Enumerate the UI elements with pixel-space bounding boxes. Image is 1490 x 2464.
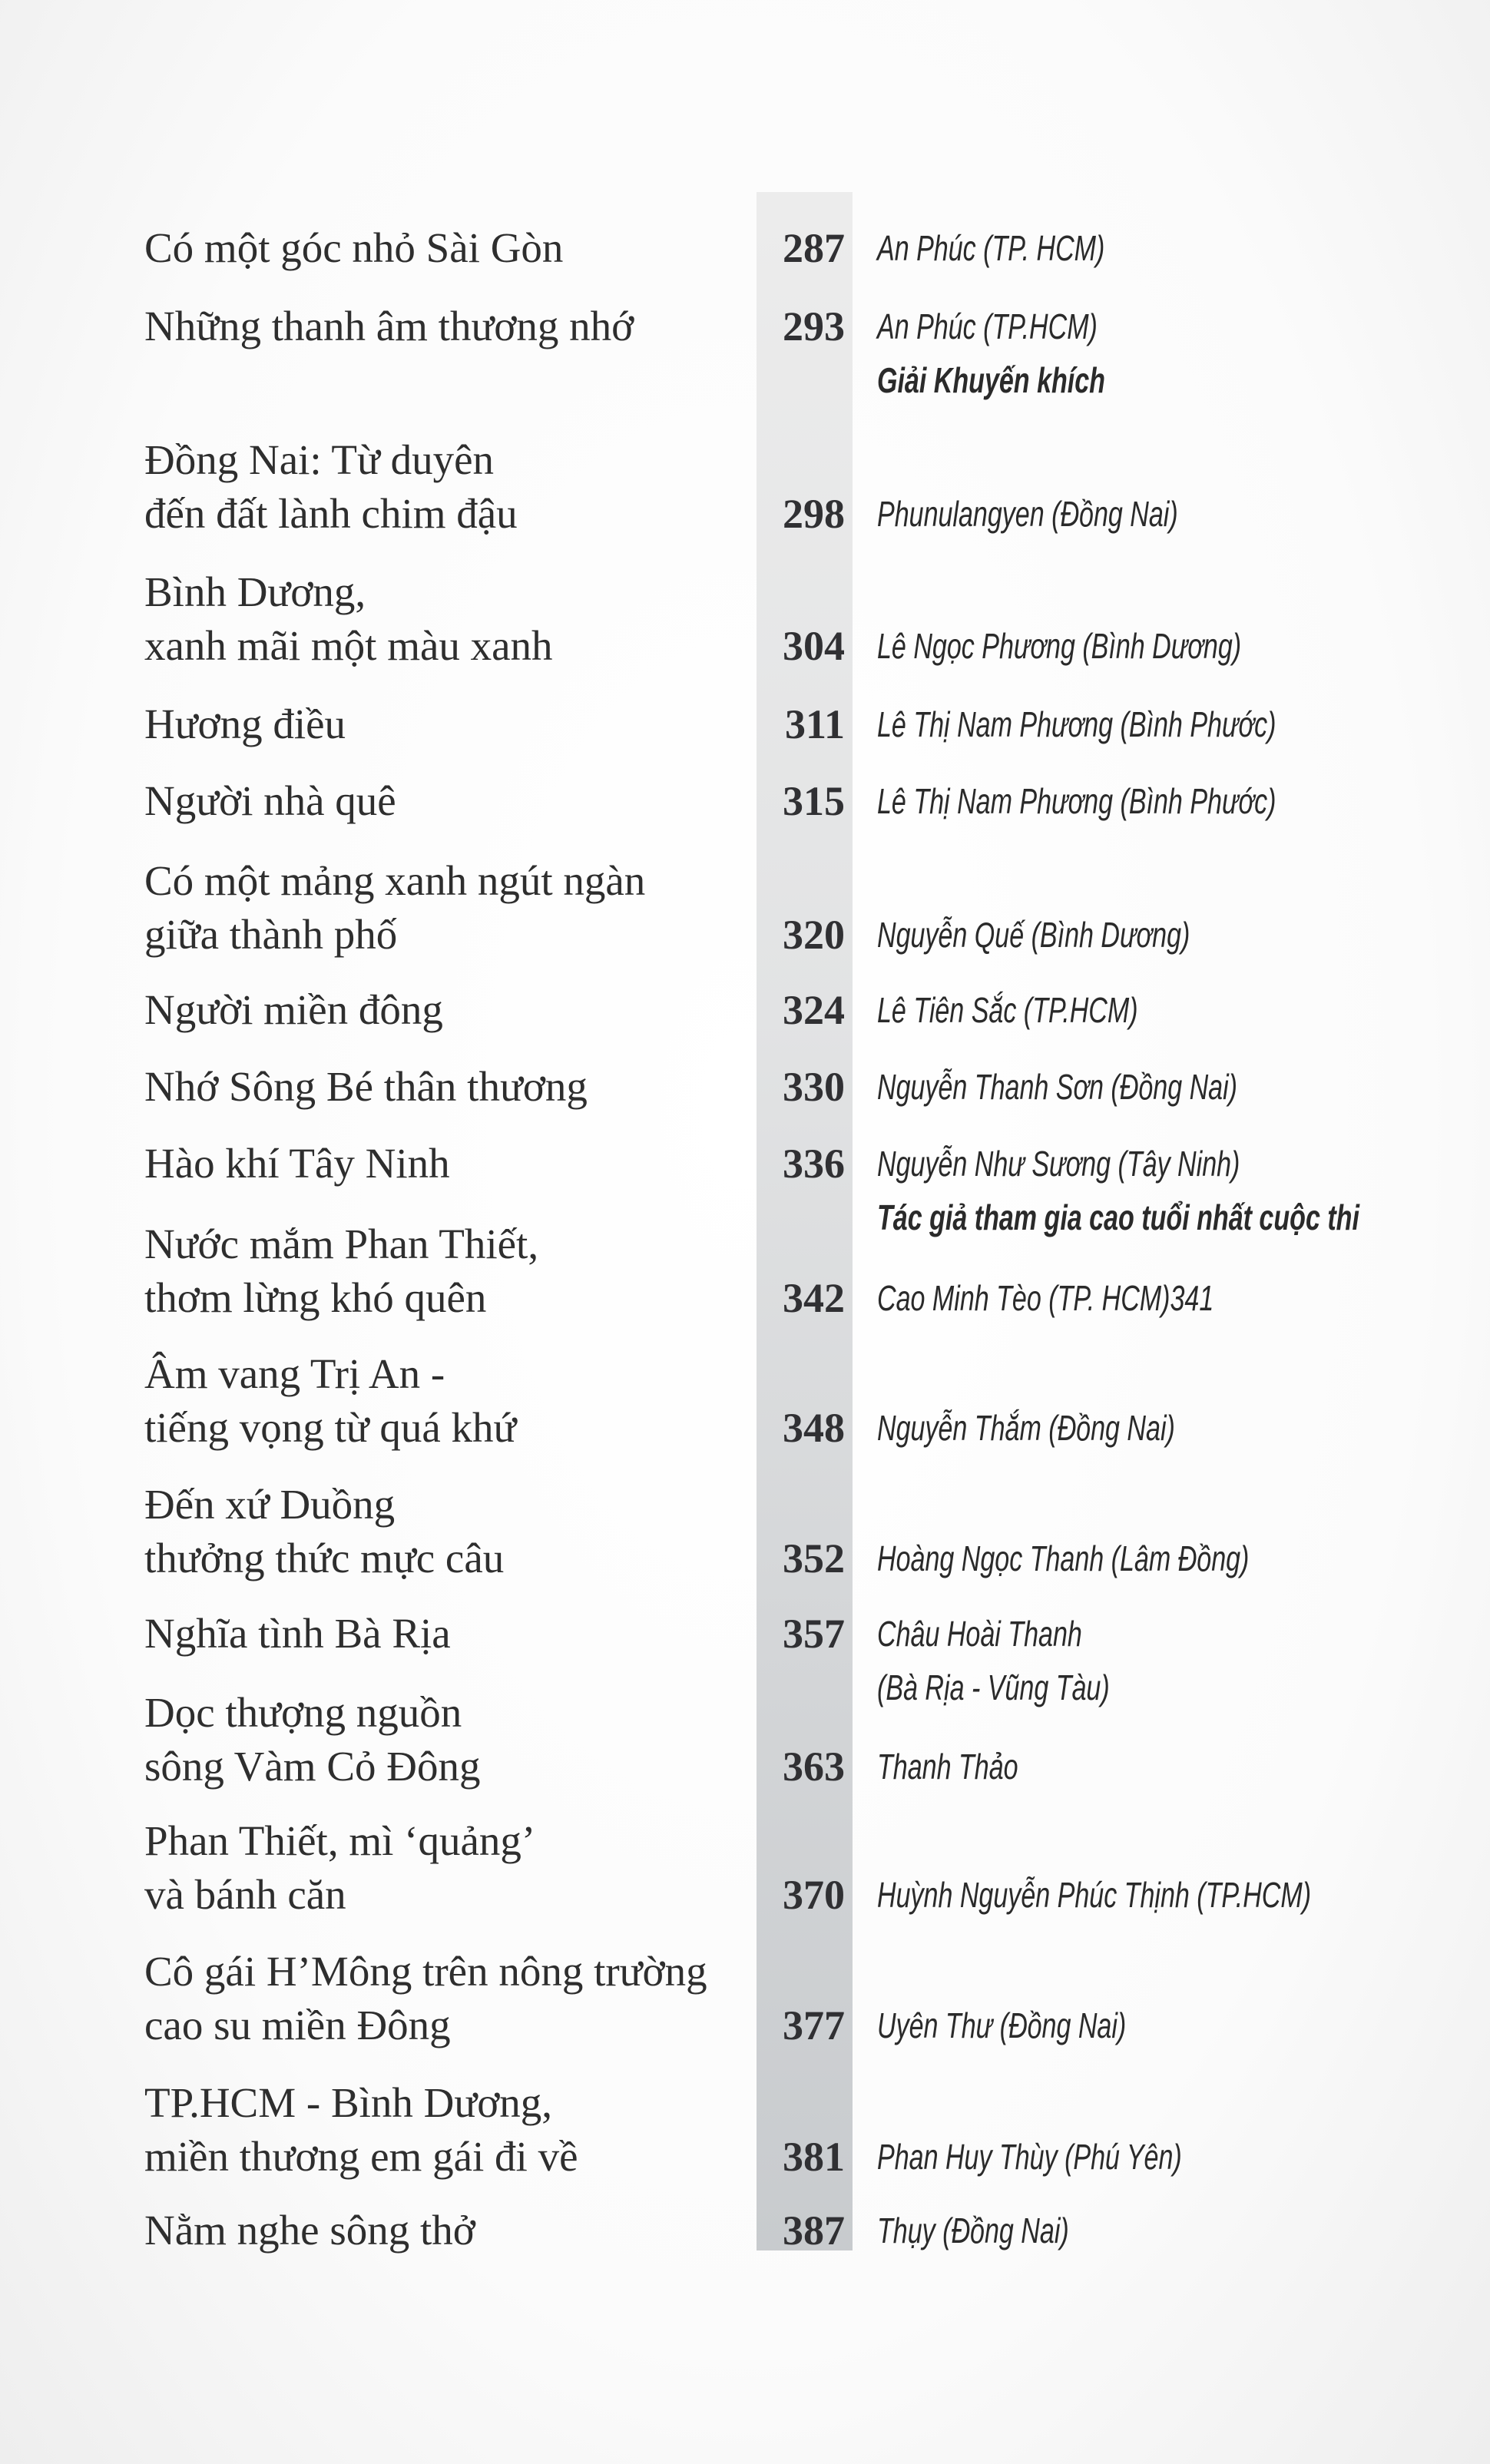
entry-page-number: 324 bbox=[783, 987, 845, 1033]
entry-page-number: 387 bbox=[783, 2207, 845, 2254]
entry-title: Người nhà quê bbox=[144, 777, 396, 824]
entry-author: An Phúc (TP. HCM) bbox=[877, 228, 1105, 268]
entry-title: Nghĩa tình Bà Rịa bbox=[144, 1610, 451, 1657]
entry-page-number: 287 bbox=[783, 225, 845, 271]
entry-page-number: 348 bbox=[783, 1405, 845, 1451]
entry-page-number: 330 bbox=[783, 1064, 845, 1110]
entry-title: Bình Dương, bbox=[144, 568, 366, 615]
entry-title: Nhớ Sông Bé thân thương bbox=[144, 1063, 588, 1110]
entry-author: Châu Hoài Thanh bbox=[877, 1614, 1082, 1654]
entry-title: và bánh căn bbox=[144, 1871, 346, 1918]
entry-page-number: 357 bbox=[783, 1611, 845, 1657]
entry-title: thơm lừng khó quên bbox=[144, 1274, 487, 1321]
entry-award-note: Tác giả tham gia cao tuổi nhất cuộc thi bbox=[877, 1197, 1359, 1237]
entry-page-number: 363 bbox=[783, 1744, 845, 1790]
entry-title: đến đất lành chim đậu bbox=[144, 490, 518, 537]
entry-author: Lê Ngọc Phương (Bình Dương) bbox=[877, 626, 1242, 666]
entry-title: giữa thành phố bbox=[144, 911, 398, 958]
entry-author: Hoàng Ngọc Thanh (Lâm Đồng) bbox=[877, 1538, 1250, 1578]
entry-page-number: 377 bbox=[783, 2002, 845, 2048]
entry-title: sông Vàm Cỏ Đông bbox=[144, 1743, 481, 1790]
entry-title: TP.HCM - Bình Dương, bbox=[144, 2079, 553, 2126]
entry-author: (Bà Rịa - Vũng Tàu) bbox=[877, 1668, 1110, 1707]
entry-title: xanh mãi một màu xanh bbox=[144, 622, 553, 669]
entry-title: Đồng Nai: Từ duyên bbox=[144, 436, 494, 483]
entry-title: Cô gái H’Mông trên nông trường bbox=[144, 1948, 707, 1995]
entry-author: Phan Huy Thùy (Phú Yên) bbox=[877, 2137, 1182, 2177]
entry-author: Nguyễn Thanh Sơn (Đồng Nai) bbox=[877, 1067, 1238, 1107]
entry-author: Nguyễn Như Sương (Tây Ninh) bbox=[877, 1144, 1240, 1184]
entry-title: Có một mảng xanh ngút ngàn bbox=[144, 857, 646, 904]
entry-title: Đến xứ Duồng bbox=[144, 1481, 396, 1528]
entry-page-number: 293 bbox=[783, 303, 845, 349]
entry-title: Âm vang Trị An - bbox=[144, 1350, 445, 1397]
entry-page-number: 320 bbox=[783, 912, 845, 958]
entry-title: Nước mắm Phan Thiết, bbox=[144, 1220, 539, 1267]
entry-page-number: 381 bbox=[783, 2134, 845, 2180]
entry-author: Huỳnh Nguyễn Phúc Thịnh (TP.HCM) bbox=[877, 1875, 1312, 1915]
entry-author: Nguyễn Quế (Bình Dương) bbox=[877, 915, 1190, 955]
entry-author: Phunulangyen (Đồng Nai) bbox=[877, 494, 1178, 534]
entry-title: cao su miền Đông bbox=[144, 2002, 451, 2048]
entry-title: miền thương em gái đi về bbox=[144, 2133, 578, 2180]
entry-author: Uyên Thư (Đồng Nai) bbox=[877, 2005, 1127, 2045]
entry-title: thưởng thức mực câu bbox=[144, 1535, 505, 1581]
entry-page-number: 315 bbox=[783, 778, 845, 824]
entry-title: Những thanh âm thương nhớ bbox=[144, 303, 634, 349]
entry-page-number: 342 bbox=[783, 1275, 845, 1321]
entry-page-number: 298 bbox=[783, 491, 845, 537]
entry-title: Hương điều bbox=[144, 700, 346, 747]
entry-title: Người miền đông bbox=[144, 986, 443, 1033]
entry-title: Có một góc nhỏ Sài Gòn bbox=[144, 224, 564, 271]
entry-author: Thụy (Đồng Nai) bbox=[877, 2211, 1069, 2250]
entry-author: Lê Thị Nam Phương (Bình Phước) bbox=[877, 704, 1276, 744]
entry-award-note: Giải Khuyến khích bbox=[877, 360, 1105, 400]
entry-title: Phan Thiết, mì ‘quảng’ bbox=[144, 1817, 536, 1864]
entry-page-number: 336 bbox=[783, 1141, 845, 1187]
entry-title: Dọc thượng nguồn bbox=[144, 1689, 462, 1736]
entry-page-number: 311 bbox=[784, 701, 845, 747]
entry-page-number: 370 bbox=[783, 1872, 845, 1918]
entry-title: Hào khí Tây Ninh bbox=[144, 1140, 450, 1187]
entry-title: tiếng vọng từ quá khứ bbox=[144, 1404, 517, 1451]
entry-author: Cao Minh Tèo (TP. HCM)341 bbox=[877, 1278, 1214, 1318]
entry-author: An Phúc (TP.HCM) bbox=[877, 306, 1098, 346]
entry-page-number: 304 bbox=[783, 623, 845, 669]
entry-title: Nằm nghe sông thở bbox=[144, 2207, 475, 2254]
entry-author: Thanh Thảo bbox=[877, 1747, 1018, 1787]
entry-author: Nguyễn Thắm (Đồng Nai) bbox=[877, 1408, 1175, 1448]
entry-author: Lê Tiên Sắc (TP.HCM) bbox=[877, 990, 1138, 1030]
entry-author: Lê Thị Nam Phương (Bình Phước) bbox=[877, 781, 1276, 821]
entry-page-number: 352 bbox=[783, 1535, 845, 1581]
